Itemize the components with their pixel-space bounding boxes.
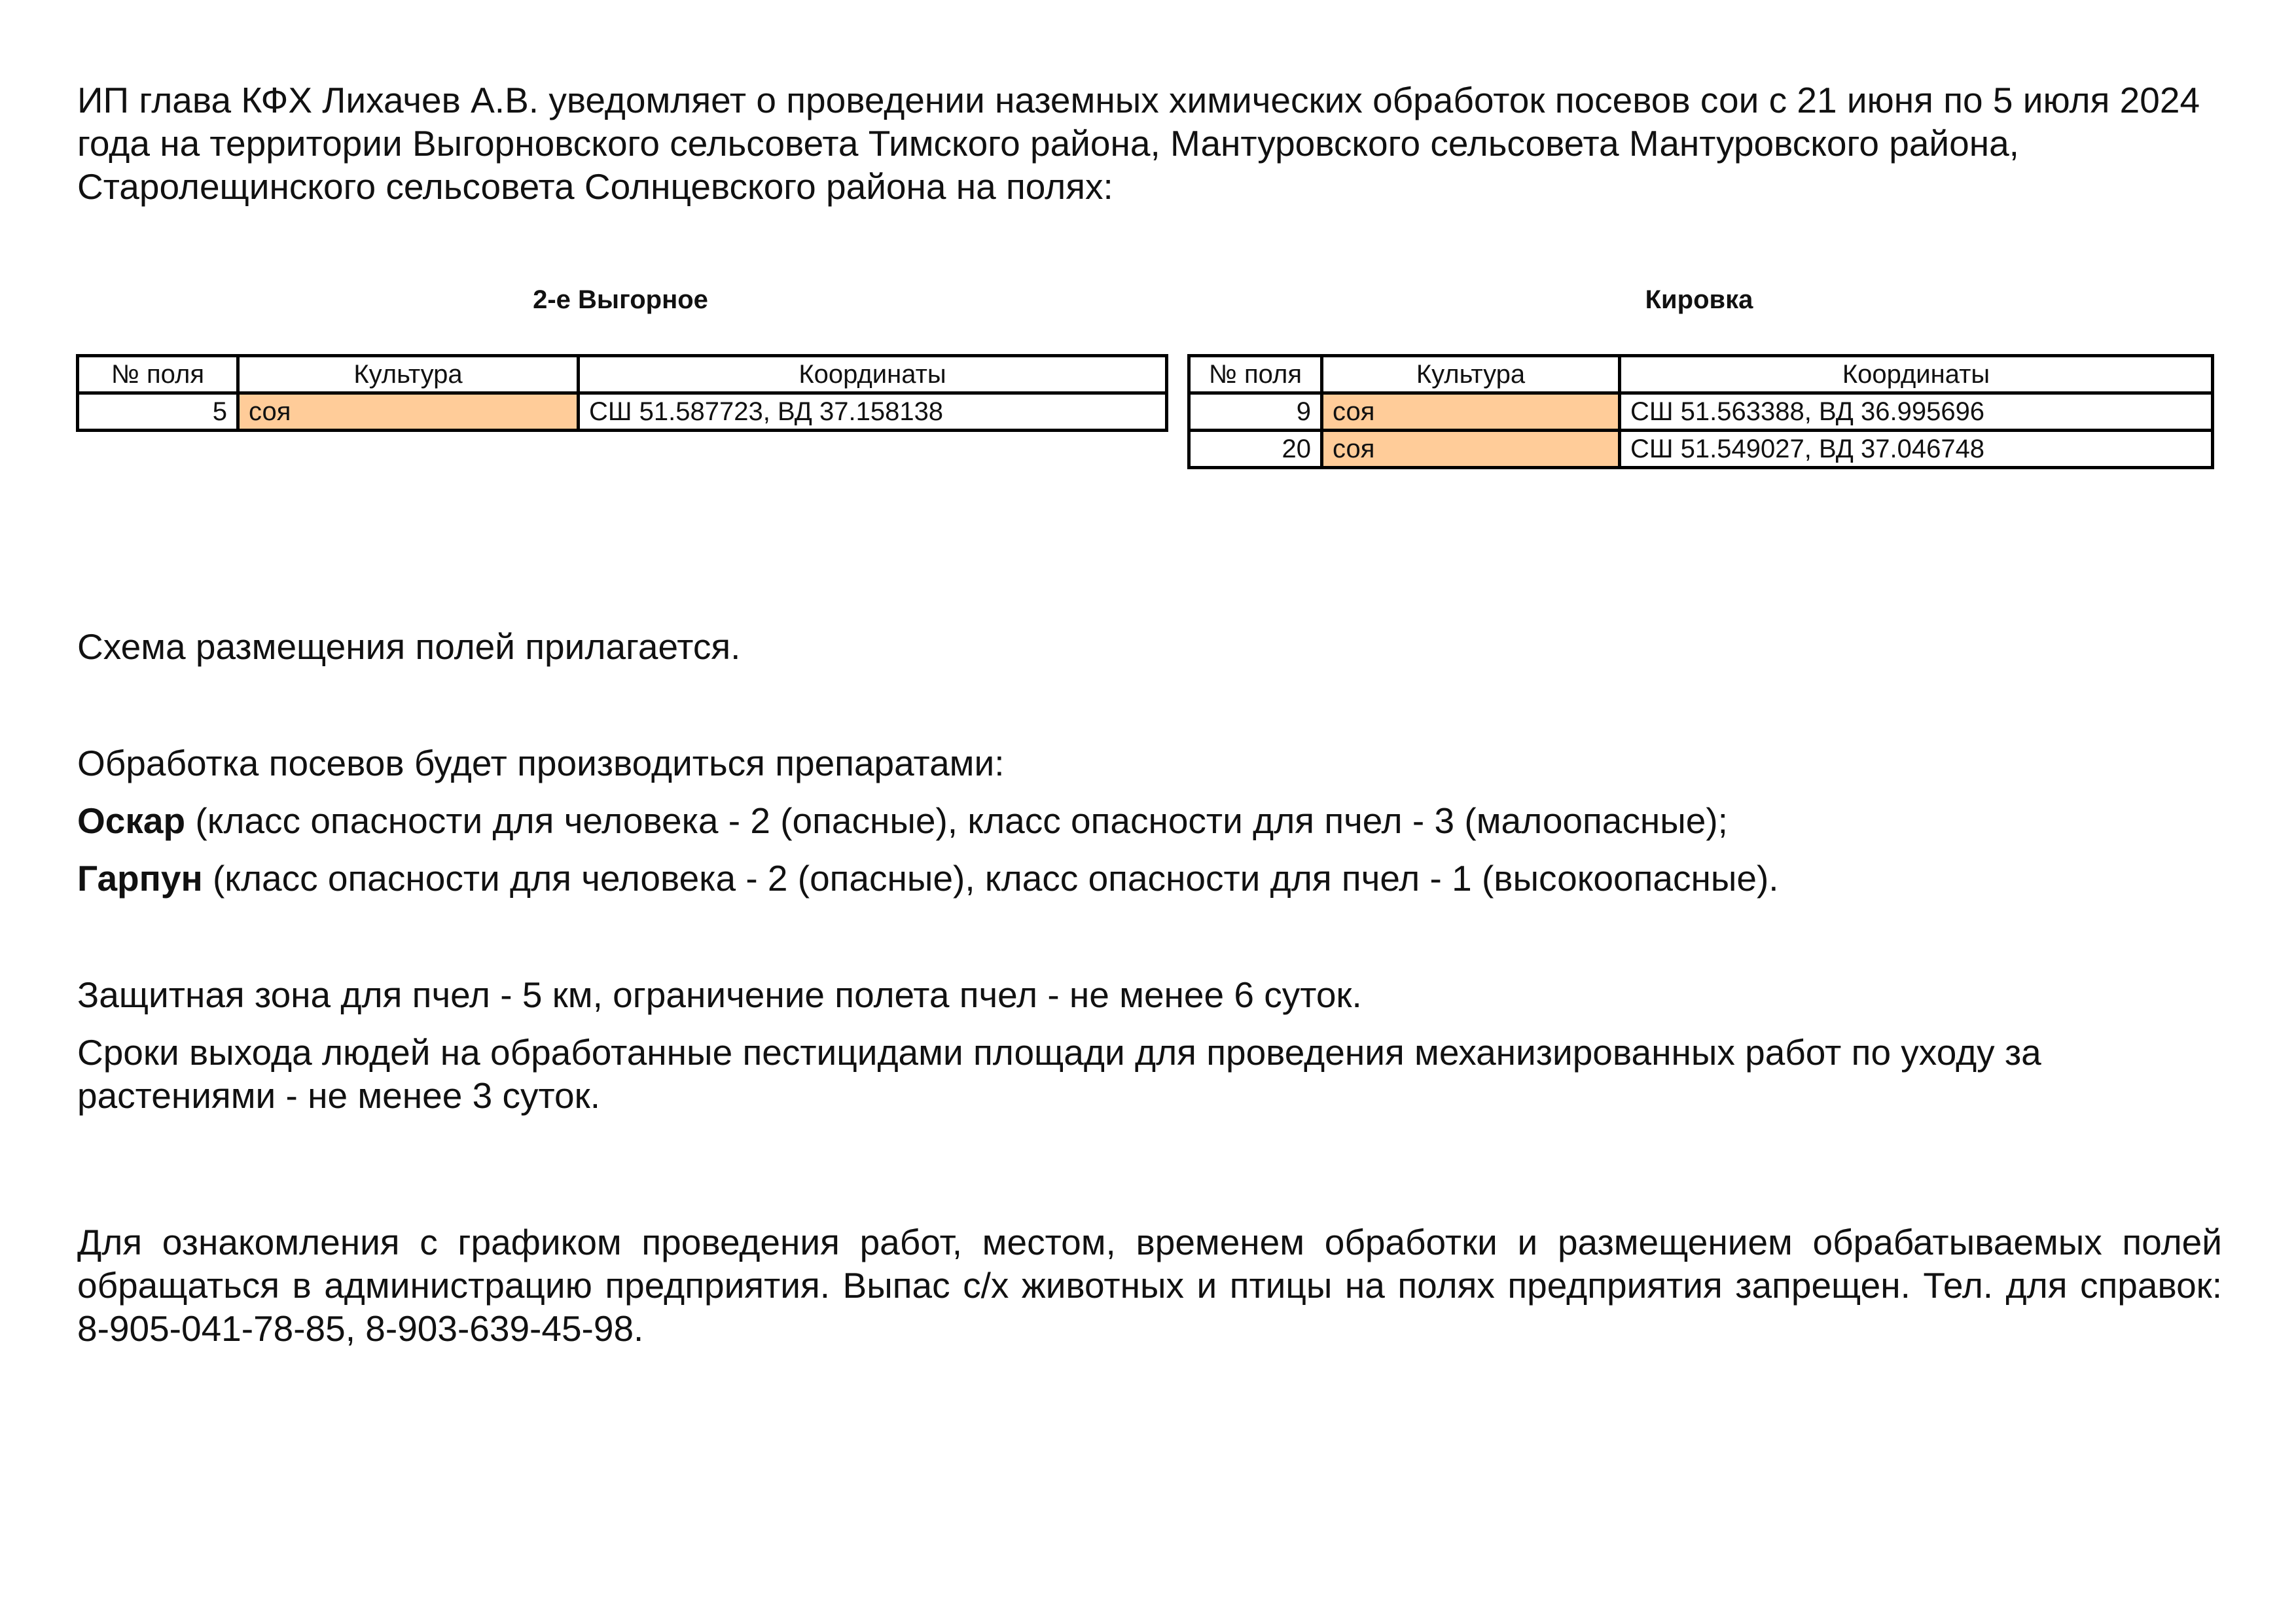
fields-table-kirovka xyxy=(1187,354,2214,469)
preparation-details: (класс опасности для человека - 2 (опасные), класс опасности для пчел - 1 (высокоопасные). xyxy=(202,858,1779,899)
coordinates-cell: СШ 51.587723, ВД 37.158138 xyxy=(579,393,1167,431)
table-row xyxy=(78,393,1167,431)
preparation-oskar xyxy=(77,799,1728,842)
bee-protection-zone: Защитная зона для пчел - 5 км, ограничение полета пчел - не менее 6 суток. xyxy=(77,974,1362,1015)
header-field-number: № поля xyxy=(1189,356,1322,393)
preparation-details: (класс опасности для человека - 2 (опасные), класс опасности для пчел - 3 (малоопасные); xyxy=(185,800,1728,841)
preparations-intro: Обработка посевов будет производиться препаратами: xyxy=(77,743,1005,783)
header-coordinates: Координаты xyxy=(579,356,1167,393)
header-coordinates: Координаты xyxy=(1620,356,2213,393)
preparation-name: Оскар xyxy=(77,800,186,841)
header-field-number: № поля xyxy=(78,356,238,393)
table-row xyxy=(1189,431,2213,468)
table-header-row xyxy=(78,356,1167,393)
contact-paragraph: Для ознакомления с графиком проведения работ, местом, временем обработки и размещением обрабатываемых полей обращаться в администрацию предприятия. Выпас с/х животных и птицы на полях предприятия запрещен. Тел. для справок: 8-905-041-78-85, 8-903-639-45-98. xyxy=(77,1222,2222,1349)
worker-reentry-terms: Сроки выхода людей на обработанные пестицидами площади для проведения механизированных работ по уходу за растениями - не менее 3 суток. xyxy=(77,1032,2041,1116)
field-number: 9 xyxy=(1189,393,1322,431)
field-number: 20 xyxy=(1189,431,1322,468)
preparation-garpun xyxy=(77,857,1779,900)
crop-cell: соя xyxy=(1322,393,1620,431)
coordinates-cell: СШ 51.549027, ВД 37.046748 xyxy=(1620,431,2213,468)
fields-table-vygornoe xyxy=(76,354,1168,432)
table-title-vygornoe: 2-е Выгорное xyxy=(533,285,708,314)
scheme-note: Схема размещения полей прилагается. xyxy=(77,626,741,667)
coordinates-cell: СШ 51.563388, ВД 36.995696 xyxy=(1620,393,2213,431)
field-number: 5 xyxy=(78,393,238,431)
table-header-row xyxy=(1189,356,2213,393)
crop-cell: соя xyxy=(238,393,579,431)
crop-cell: соя xyxy=(1322,431,1620,468)
table-row xyxy=(1189,393,2213,431)
preparation-name: Гарпун xyxy=(77,858,203,899)
header-crop: Культура xyxy=(1322,356,1620,393)
table-title-kirovka: Кировка xyxy=(1645,285,1753,314)
intro-paragraph: ИП глава КФХ Лихачев А.В. уведомляет о проведении наземных химических обработок посевов сои с 21 июня по 5 июля 2024 года на территории Выгорновского сельсовета Тимского района, Мантуровского сельсовета Мантуровского района, Старолещинского сельсовета Солнцевского района на полях: xyxy=(77,80,2200,207)
header-crop: Культура xyxy=(238,356,579,393)
